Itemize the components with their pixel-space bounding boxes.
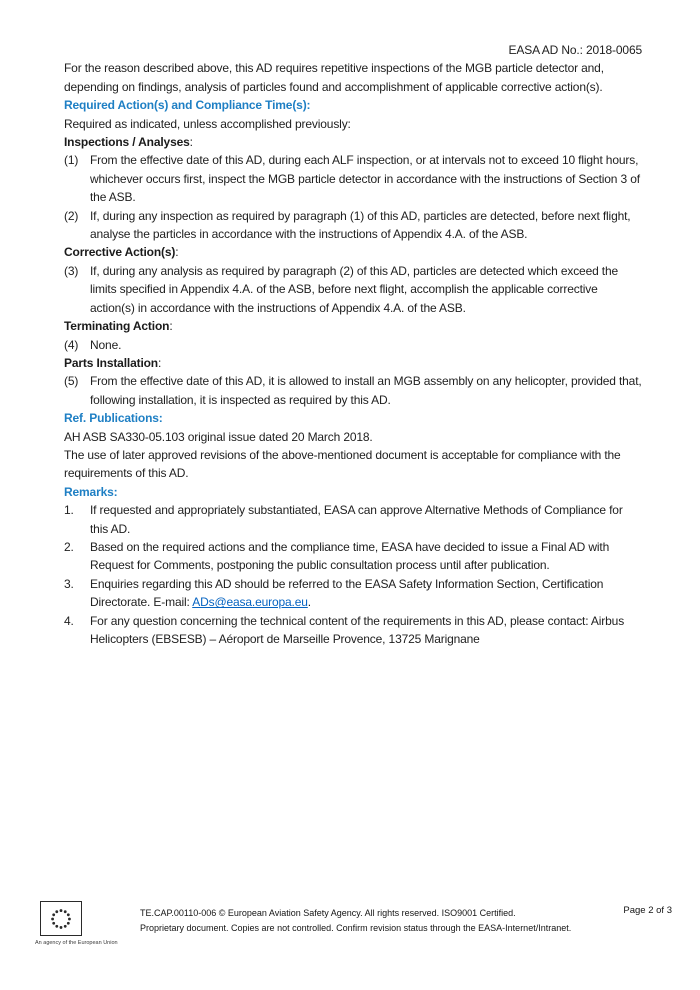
remark-1 [64, 501, 642, 538]
eu-flag-stars [42, 904, 80, 934]
section-heading-ref-publications: Ref. Publications: [64, 411, 163, 426]
subheading-label: Inspections / Analyses [64, 135, 190, 150]
item-number: (4) [64, 337, 79, 352]
list-item-3 [64, 262, 642, 317]
footer-line-1: TE.CAP.00110-006 © European Aviation Safety Agency. All rights reserved. ISO9001 Certified. [140, 908, 516, 918]
item-number: 4. [64, 613, 74, 628]
item-text: Based on the required actions and the compliance time, EASA have decided to issue a Final AD with Request for Comments, postponing the public consultation process until after publication. [90, 539, 610, 573]
remark-3 [64, 575, 642, 612]
section-heading-required-actions: Required Action(s) and Compliance Time(s): [64, 98, 311, 113]
section-heading-remarks: Remarks: [64, 484, 118, 499]
list-item-1 [64, 151, 642, 206]
item-number: (2) [64, 208, 79, 223]
subheading-colon: : [158, 355, 162, 370]
page-number: Page 2 of 3 [623, 905, 672, 916]
item-text: If requested and appropriately substantiated, EASA can approve Alternative Methods of Compliance for this AD. [90, 503, 623, 536]
subheading-colon: : [189, 135, 193, 150]
eu-flag-icon [40, 901, 82, 936]
list-item-2 [64, 207, 642, 244]
subheading-label: Parts Installation [64, 355, 158, 370]
required-actions-intro: Required as indicated, unless accomplished previously: [64, 116, 351, 131]
footer-legal [140, 906, 650, 935]
item-text: From the effective date of this AD, it is allowed to install an MGB assembly on any helicopter, provided that, following installation, it is inspected as required by this AD. [90, 374, 642, 407]
item-text: If, during any analysis as required by paragraph (2) of this AD, particles are detected which exceed the limits specified in Appendix 4.A. of the ASB, before next flight, accomplish the applicable corrective action(s) in accordance with the instructions of Appendix 4.A. of the ASB. [90, 263, 619, 315]
ref-publications-note: The use of later approved revisions of the above-mentioned document is acceptable for compliance with the requirements of this AD. [64, 447, 621, 481]
document-content [64, 41, 642, 648]
item-text: None. [90, 337, 122, 352]
item-number: 1. [64, 503, 74, 518]
list-item-4 [64, 336, 642, 354]
email-link[interactable]: ADs@easa.europa.eu [192, 595, 308, 610]
item-number: 2. [64, 539, 74, 554]
subheading-terminating-action [64, 317, 642, 335]
item-number: (3) [64, 263, 79, 278]
item-text [90, 575, 642, 612]
ref-publications-line: AH ASB SA330-05.103 original issue dated 20 March 2018. [64, 429, 373, 444]
remark-4 [64, 612, 642, 649]
item-text: For any question concerning the technical content of the requirements in this AD, please contact: Airbus Helicopters (EBSESB) – Aéroport de Marseille Provence, 13725 Marignane [90, 613, 625, 646]
subheading-inspections-analyses [64, 133, 642, 151]
remark-3-text-before: Enquiries regarding this AD should be referred to the EASA Safety Information Section, Certification Directorate. E-mail: [90, 576, 604, 610]
subheading-label: Terminating Action [64, 319, 170, 334]
remark-2 [64, 538, 642, 575]
subheading-parts-installation [64, 354, 642, 372]
item-number: (5) [64, 374, 79, 389]
subheading-label: Corrective Action(s) [64, 245, 176, 260]
item-number: (1) [64, 153, 79, 168]
footer-line-2: Proprietary document. Copies are not controlled. Confirm revision status through the EASA-Internet/Intranet. [140, 922, 572, 933]
list-item-5 [64, 372, 642, 409]
item-text: If, during any inspection as required by paragraph (1) of this AD, particles are detected, before next flight, analyse the particles in accordance with the instructions of Appendix 4.A. of the ASB. [90, 208, 631, 242]
item-number: 3. [64, 576, 74, 591]
remark-3-text-after: . [307, 595, 311, 610]
item-text: From the effective date of this AD, during each ALF inspection, or at intervals not to exceed 10 flight hours, whichever occurs first, inspect the MGB particle detector in accordance with the instructions of Section 3 of the ASB. [90, 153, 640, 205]
intro-paragraph: For the reason described above, this AD requires repetitive inspections of the MGB particle detector and, depending on findings, analysis of particles found and accomplishment of applicable corrective action(s). [64, 61, 604, 94]
subheading-colon: : [169, 319, 173, 334]
subheading-colon: : [175, 245, 179, 260]
document-number: EASA AD No.: 2018-0065 [508, 43, 642, 57]
eu-agency-caption: An agency of the European Union [35, 940, 118, 946]
subheading-corrective-actions [64, 243, 642, 261]
